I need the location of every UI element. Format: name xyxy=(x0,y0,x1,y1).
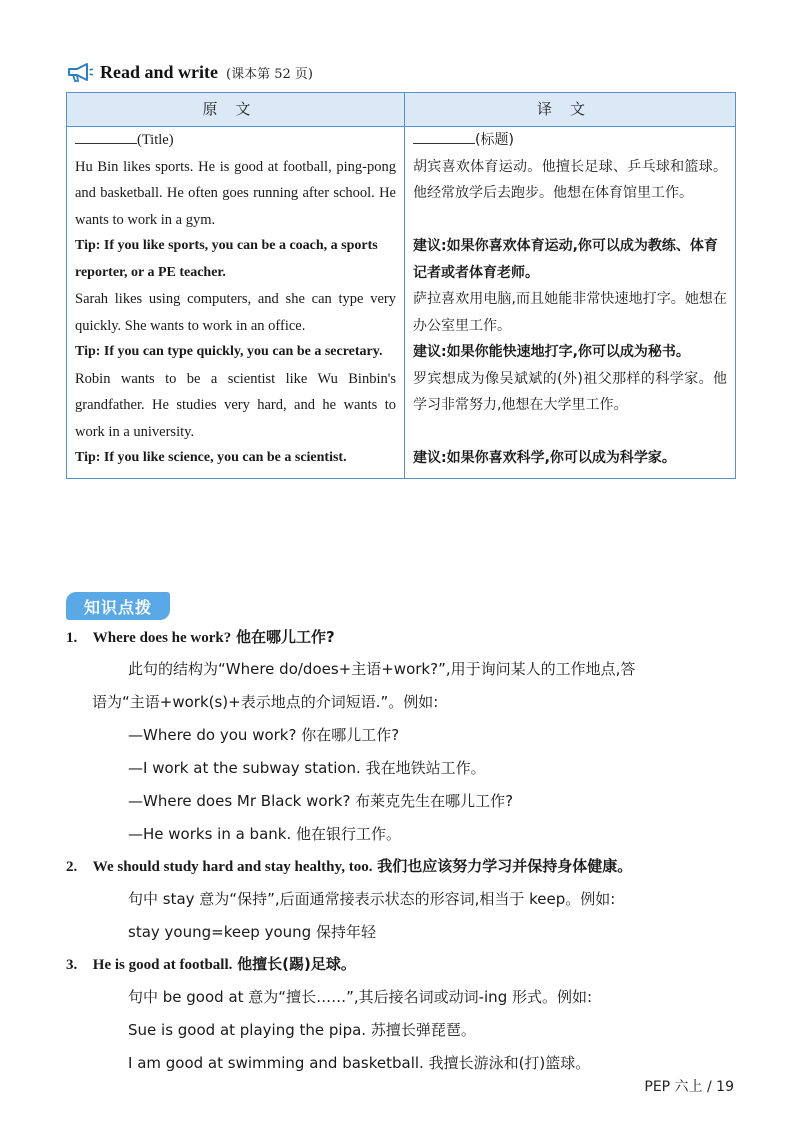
translation-text: 胡宾喜欢体育运动。他擅长足球、乒乓球和篮球。他经常放学后去跑步。他想在体育馆里工作。 xyxy=(405,154,736,234)
point-line: 句中 stay 意为“保持”,后面通常接表示状态的形容词,相当于 keep。例如: xyxy=(128,890,616,908)
tip-text-en: Tip: If you can type quickly, you can be a secretary. xyxy=(67,339,405,366)
point-heading xyxy=(66,850,740,883)
point-title-zh: 他在哪儿工作? xyxy=(236,628,335,646)
point-title-en: We should study hard and stay healthy, too. xyxy=(92,859,373,875)
title-label-zh: (标题) xyxy=(475,132,514,148)
tip-text-zh: 建议:如果你能快速地打字,你可以成为秘书。 xyxy=(405,339,736,366)
point-line: —Where does Mr Black work? 布莱克先生在哪儿工作? xyxy=(128,792,514,810)
title-label-en: (Title) xyxy=(137,132,174,148)
tip-text-en: Tip: If you like science, you can be a scientist. xyxy=(67,445,405,478)
page-number: PEP 六上 / 19 xyxy=(644,1079,734,1095)
original-text: Sarah likes using computers, and she can type very quickly. She wants to work in an office. xyxy=(67,286,405,339)
point-line: —I work at the subway station. 我在地铁站工作。 xyxy=(128,759,486,777)
megaphone-icon xyxy=(66,61,94,83)
point-title-zh: 他擅长(踢)足球。 xyxy=(237,955,356,973)
point-line: I am good at swimming and basketball. 我擅长游泳和(打)篮球。 xyxy=(128,1054,591,1072)
section-subtitle: (课本第 52 页) xyxy=(226,66,313,82)
title-blank xyxy=(75,129,137,144)
original-text: Hu Bin likes sports. He is good at football, ping-pong and basketball. He often goes running after school. He wants to work in a gym. xyxy=(67,154,405,234)
title-blank xyxy=(413,129,475,144)
point-line: —Where do you work? 你在哪儿工作? xyxy=(128,726,400,744)
point-number: 3. xyxy=(66,957,78,973)
point-line: —He works in a bank. 他在银行工作。 xyxy=(128,825,402,843)
title-cell-en xyxy=(67,127,405,154)
point-number: 2. xyxy=(66,859,78,875)
section-title: Read and write xyxy=(100,61,218,82)
tip-text-zh: 建议:如果你喜欢体育运动,你可以成为教练、体育记者或者体育老师。 xyxy=(405,233,736,286)
tip-text-en: Tip: If you like sports, you can be a coach, a sports reporter, or a PE teacher. xyxy=(67,233,405,286)
column-header-translation: 译文 xyxy=(405,93,736,127)
bilingual-table xyxy=(66,92,736,479)
point-line: 此句的结构为“Where do/does+主语+work?”,用于询问某人的工作地点,答 xyxy=(128,660,636,678)
point-line: 句中 be good at 意为“擅长……”,其后接名词或动词-ing 形式。例如: xyxy=(128,988,593,1006)
point-line: 语为“主语+work(s)+表示地点的介词短语.”。例如: xyxy=(92,693,439,711)
point-number: 1. xyxy=(66,630,78,646)
section-header xyxy=(66,58,313,86)
translation-text: 罗宾想成为像吴斌斌的(外)祖父那样的科学家。他学习非常努力,他想在大学里工作。 xyxy=(405,366,736,446)
title-cell-zh xyxy=(405,127,736,154)
tip-text-zh: 建议:如果你喜欢科学,你可以成为科学家。 xyxy=(405,445,736,478)
translation-text: 萨拉喜欢用电脑,而且她能非常快速地打字。她想在办公室里工作。 xyxy=(405,286,736,339)
point-line: stay young=keep young 保持年轻 xyxy=(128,923,376,941)
knowledge-badge: 知识点拨 xyxy=(66,592,170,620)
point-line: Sue is good at playing the pipa. 苏擅长弹琵琶。 xyxy=(128,1021,476,1039)
original-text: Robin wants to be a scientist like Wu Binbin's grandfather. He studies very hard, and he wants to work in a university. xyxy=(67,366,405,446)
column-header-original: 原文 xyxy=(67,93,405,127)
point-title-en: He is good at football. xyxy=(92,957,233,973)
point-heading xyxy=(66,621,740,654)
point-heading xyxy=(66,948,740,981)
point-title-en: Where does he work? xyxy=(92,630,232,646)
point-title-zh: 我们也应该努力学习并保持身体健康。 xyxy=(377,857,633,875)
